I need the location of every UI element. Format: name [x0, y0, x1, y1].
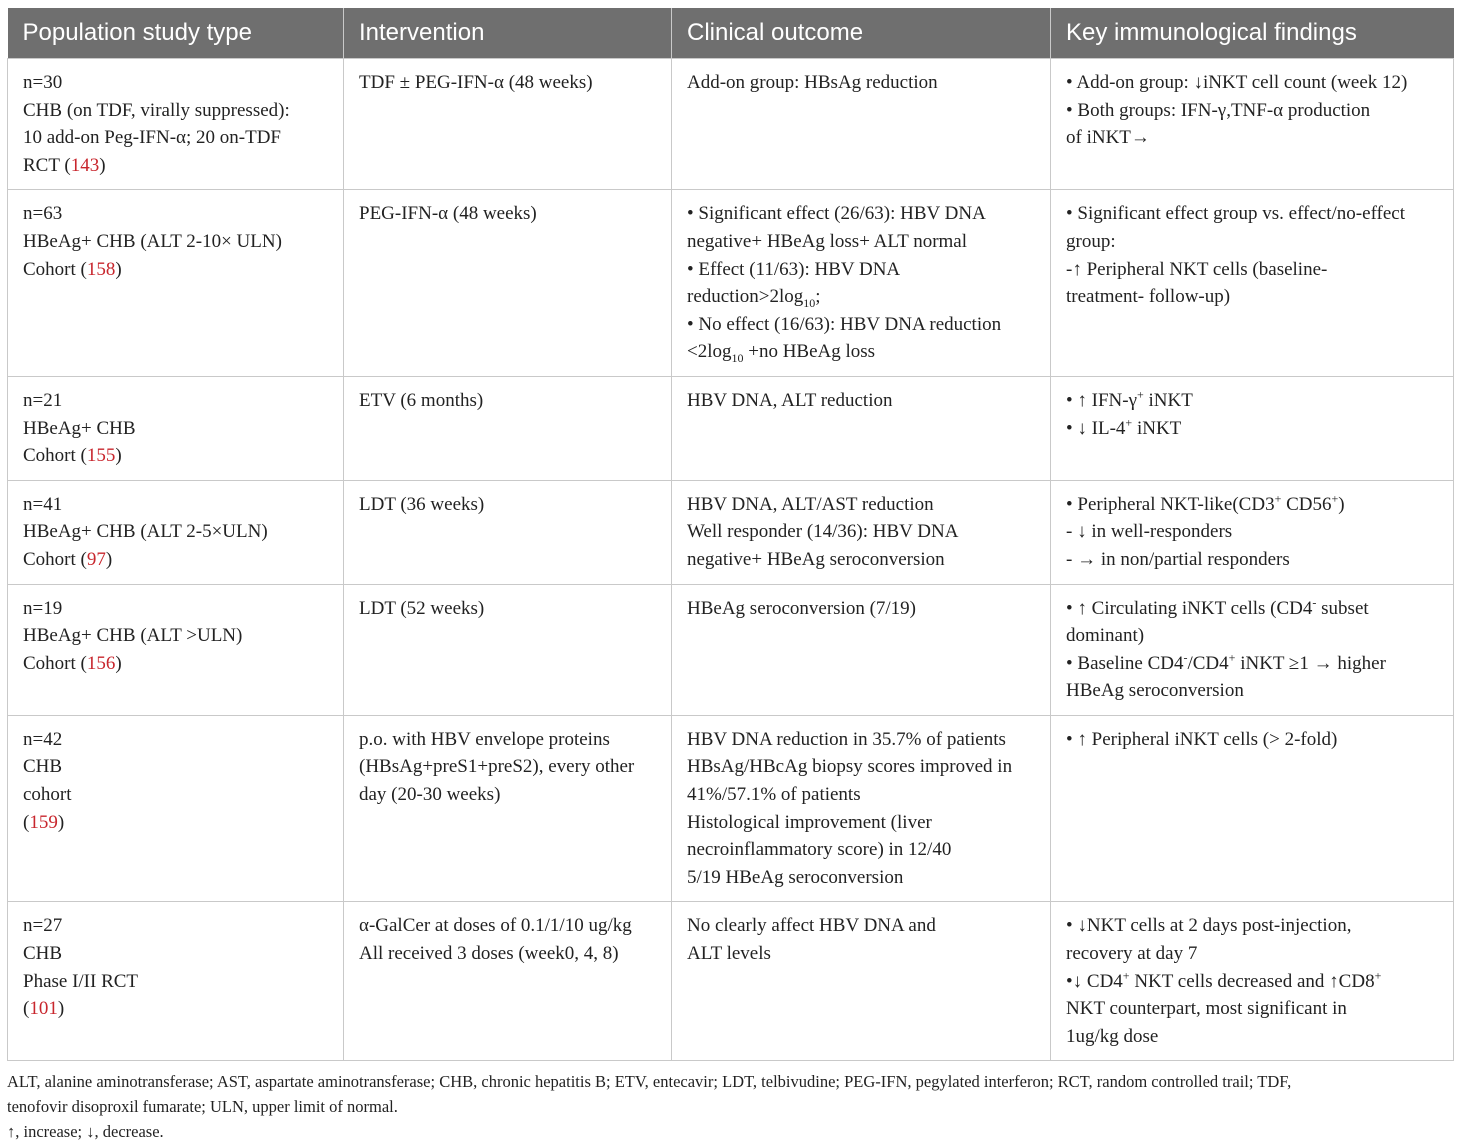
superscript: + [1122, 968, 1130, 983]
findings-line: HBeAg seroconversion [1066, 680, 1244, 702]
outcome-cell [672, 480, 1051, 584]
population-line: CHB [23, 756, 63, 778]
footnote-line: ALT, alanine aminotransferase; AST, aspartate aminotransferase; CHB, chronic hepatitis B; ETV, entecavir; LDT, telbivudine; PEG-IFN, pegylated interferon; RCT, random controlled trail; TDF, [7, 1072, 1292, 1092]
table-row [8, 59, 1454, 190]
study-type: Cohort ( [23, 445, 87, 467]
study-type-line [23, 995, 329, 1023]
superscript: + [1331, 491, 1339, 506]
outcome-line: 41%/57.1% of patients [687, 784, 861, 806]
outcome-cell [672, 190, 1051, 377]
paren: ) [115, 258, 122, 280]
findings-line: - → in non/partial responders [1066, 548, 1290, 570]
outcome-cell [672, 902, 1051, 1061]
study-type: Cohort ( [23, 258, 87, 280]
study-type-line [23, 442, 329, 470]
outcome-line: No clearly affect HBV DNA and [687, 915, 936, 937]
population-line: cohort [23, 784, 72, 806]
intervention-cell [344, 59, 672, 190]
findings-line: • ↓NKT cells at 2 days post-injection, [1066, 915, 1352, 937]
subscript: 10 [731, 351, 744, 366]
intervention-line: All received 3 doses (week0, 4, 8) [359, 943, 619, 965]
outcome-line: ALT levels [687, 943, 771, 965]
superscript: - [1183, 650, 1188, 665]
study-type-line [23, 650, 329, 678]
population-line: n=63 [23, 203, 63, 225]
text: subset [1316, 597, 1369, 619]
population-cell [8, 59, 344, 190]
outcome-line: negative+ HBeAg loss+ ALT normal [687, 230, 968, 252]
findings-line: 1ug/kg dose [1066, 1025, 1159, 1047]
findings-line [1066, 415, 1439, 443]
text: • ↑ IFN-γ [1066, 389, 1137, 411]
reference-link[interactable]: 143 [70, 154, 100, 176]
outcome-line: HBV DNA, ALT/AST reduction [687, 493, 934, 515]
table-row [8, 584, 1454, 715]
population-line: HBeAg+ CHB (ALT 2-10× ULN) [23, 230, 282, 252]
population-line: 10 add-on Peg-IFN-α; 20 on-TDF [23, 127, 281, 149]
text: +no HBeAg loss [743, 341, 876, 363]
outcome-line: HBV DNA reduction in 35.7% of patients [687, 728, 1006, 750]
table-row [8, 480, 1454, 584]
text: iNKT ≥1 → higher [1235, 652, 1386, 674]
outcome-line: • No effect (16/63): HBV DNA reduction [687, 313, 1002, 335]
findings-cell [1051, 59, 1454, 190]
outcome-cell [672, 715, 1051, 902]
superscript: - [1312, 595, 1317, 610]
intervention-line: ETV (6 months) [359, 389, 484, 411]
population-line: n=30 [23, 72, 63, 93]
population-line: Phase I/II RCT [23, 970, 139, 992]
reference-link[interactable]: 101 [29, 998, 58, 1020]
population-cell [8, 190, 344, 377]
study-type: Cohort ( [23, 548, 87, 570]
outcome-line: Histological improvement (liver [687, 811, 932, 833]
intervention-cell [344, 376, 672, 480]
findings-cell [1051, 584, 1454, 715]
paren: ) [105, 548, 113, 570]
document [7, 8, 1453, 1144]
population-line: n=27 [23, 915, 63, 937]
findings-line: • Significant effect group vs. effect/no-effect [1066, 203, 1406, 225]
intervention-cell [344, 480, 672, 584]
superscript: + [1137, 387, 1144, 402]
intervention-line: day (20-30 weeks) [359, 784, 501, 806]
findings-cell [1051, 902, 1454, 1061]
intervention-cell [344, 584, 672, 715]
superscript: + [1125, 415, 1133, 430]
findings-line [1066, 387, 1439, 415]
findings-line: • Both groups: IFN-γ,TNF-α production [1066, 99, 1371, 121]
superscript: + [1274, 491, 1282, 506]
text: CD56 [1281, 493, 1332, 515]
population-line: HBeAg+ CHB [23, 417, 136, 439]
outcome-line: necroinflammatory score) in 12/40 [687, 839, 952, 861]
population-line: n=21 [23, 389, 63, 411]
text: • ↓ IL-4 [1066, 417, 1126, 439]
findings-line: • ↑ Peripheral iNKT cells (> 2-fold) [1066, 728, 1338, 750]
study-type-line [23, 809, 329, 837]
findings-line: - ↓ in well-responders [1066, 521, 1233, 543]
superscript: + [1374, 968, 1382, 983]
header-findings: Key immunological findings [1051, 8, 1454, 59]
population-line: n=19 [23, 597, 63, 619]
outcome-line: negative+ HBeAg seroconversion [687, 548, 945, 570]
header-population: Population study type [8, 8, 344, 59]
text: • Peripheral NKT-like(CD3 [1066, 493, 1275, 515]
paren: ( [23, 998, 30, 1020]
footnote-line: ↑, increase; ↓, decrease. [7, 1122, 164, 1142]
population-line: CHB (on TDF, virally suppressed): [23, 99, 290, 121]
paren: ) [115, 445, 122, 467]
population-line: HBeAg+ CHB (ALT >ULN) [23, 625, 243, 647]
outcome-cell [672, 584, 1051, 715]
superscript: + [1228, 650, 1236, 665]
findings-line [1066, 491, 1439, 519]
outcome-cell [672, 59, 1051, 190]
population-line: CHB [23, 943, 63, 965]
outcome-line: HBsAg/HBcAg biopsy scores improved in [687, 756, 1013, 778]
footnote-line: tenofovir disoproxil fumarate; ULN, upper limit of normal. [7, 1097, 398, 1117]
findings-cell [1051, 715, 1454, 902]
outcome-line: • Significant effect (26/63): HBV DNA [687, 203, 986, 225]
findings-line: -↑ Peripheral NKT cells (baseline- [1066, 258, 1328, 280]
population-line: n=42 [23, 728, 63, 750]
outcome-line: • Effect (11/63): HBV DNA [687, 258, 901, 280]
results-table [7, 8, 1454, 1061]
outcome-line: HBeAg seroconversion (7/19) [687, 597, 917, 619]
intervention-line: α-GalCer at doses of 0.1/1/10 ug/kg [359, 915, 632, 937]
header-outcome: Clinical outcome [672, 8, 1051, 59]
outcome-line: HBV DNA, ALT reduction [687, 389, 893, 411]
paren: ) [57, 998, 65, 1020]
reference-link[interactable]: 97 [86, 548, 106, 570]
findings-line: NKT counterpart, most significant in [1066, 998, 1347, 1020]
table-row [8, 190, 1454, 377]
study-type: RCT ( [23, 154, 71, 176]
paren: ) [57, 811, 65, 833]
intervention-line: (HBsAg+preS1+preS2), every other [359, 756, 635, 778]
findings-line: dominant) [1066, 625, 1145, 647]
intervention-line: PEG-IFN-α (48 weeks) [359, 203, 537, 225]
text: • Baseline CD4 [1066, 652, 1184, 674]
paren: ( [23, 811, 30, 833]
text: reduction>2log [687, 286, 804, 308]
subscript: 10 [803, 295, 816, 310]
text: /CD4 [1187, 652, 1229, 674]
findings-line: treatment- follow-up) [1066, 286, 1231, 308]
population-line: n=41 [23, 493, 63, 515]
text: NKT cells decreased and ↑CD8 [1129, 970, 1375, 992]
header-intervention: Intervention [344, 8, 672, 59]
population-cell [8, 902, 344, 1061]
text: iNKT [1143, 389, 1193, 411]
paren: ) [99, 154, 106, 176]
population-cell [8, 584, 344, 715]
outcome-line: 5/19 HBeAg seroconversion [687, 866, 904, 888]
text: <2log [687, 341, 732, 363]
intervention-line: LDT (52 weeks) [359, 597, 485, 619]
table-footnote [7, 1069, 1453, 1144]
findings-line: • Add-on group: ↓iNKT cell count (week 12) [1066, 72, 1408, 93]
text: •↓ CD4 [1066, 970, 1123, 992]
findings-cell [1051, 480, 1454, 584]
findings-line: of iNKT→ [1066, 127, 1150, 149]
findings-cell [1051, 376, 1454, 480]
intervention-cell [344, 902, 672, 1061]
findings-line [1066, 968, 1439, 996]
outcome-line: Add-on group: HBsAg reduction [687, 72, 938, 93]
study-type-line [23, 546, 329, 574]
findings-line [1066, 595, 1439, 623]
intervention-cell [344, 190, 672, 377]
outcome-line [687, 338, 1036, 366]
outcome-line [687, 283, 1036, 311]
reference-link[interactable]: 159 [29, 811, 58, 833]
findings-cell [1051, 190, 1454, 377]
table-row [8, 376, 1454, 480]
population-line: HBeAg+ CHB (ALT 2-5×ULN) [23, 521, 268, 543]
reference-link[interactable]: 155 [86, 445, 116, 467]
findings-line: recovery at day 7 [1066, 943, 1198, 965]
text: ) [1338, 493, 1345, 515]
intervention-line: p.o. with HBV envelope proteins [359, 728, 610, 750]
table-header-row [8, 8, 1454, 59]
intervention-cell [344, 715, 672, 902]
text: ; [815, 286, 821, 308]
text: iNKT [1132, 417, 1182, 439]
study-type-line [23, 256, 329, 284]
study-type-line [23, 152, 329, 180]
study-type: Cohort ( [23, 652, 87, 674]
paren: ) [115, 652, 122, 674]
table-row [8, 902, 1454, 1061]
intervention-line: TDF ± PEG-IFN-α (48 weeks) [359, 72, 593, 93]
outcome-line: Well responder (14/36): HBV DNA [687, 521, 959, 543]
reference-link[interactable]: 158 [86, 258, 116, 280]
findings-line [1066, 650, 1439, 678]
reference-link[interactable]: 156 [86, 652, 116, 674]
table-row [8, 715, 1454, 902]
findings-line: group: [1066, 230, 1116, 252]
outcome-cell [672, 376, 1051, 480]
population-cell [8, 376, 344, 480]
population-cell [8, 480, 344, 584]
text: • ↑ Circulating iNKT cells (CD4 [1066, 597, 1313, 619]
population-cell [8, 715, 344, 902]
intervention-line: LDT (36 weeks) [359, 493, 485, 515]
